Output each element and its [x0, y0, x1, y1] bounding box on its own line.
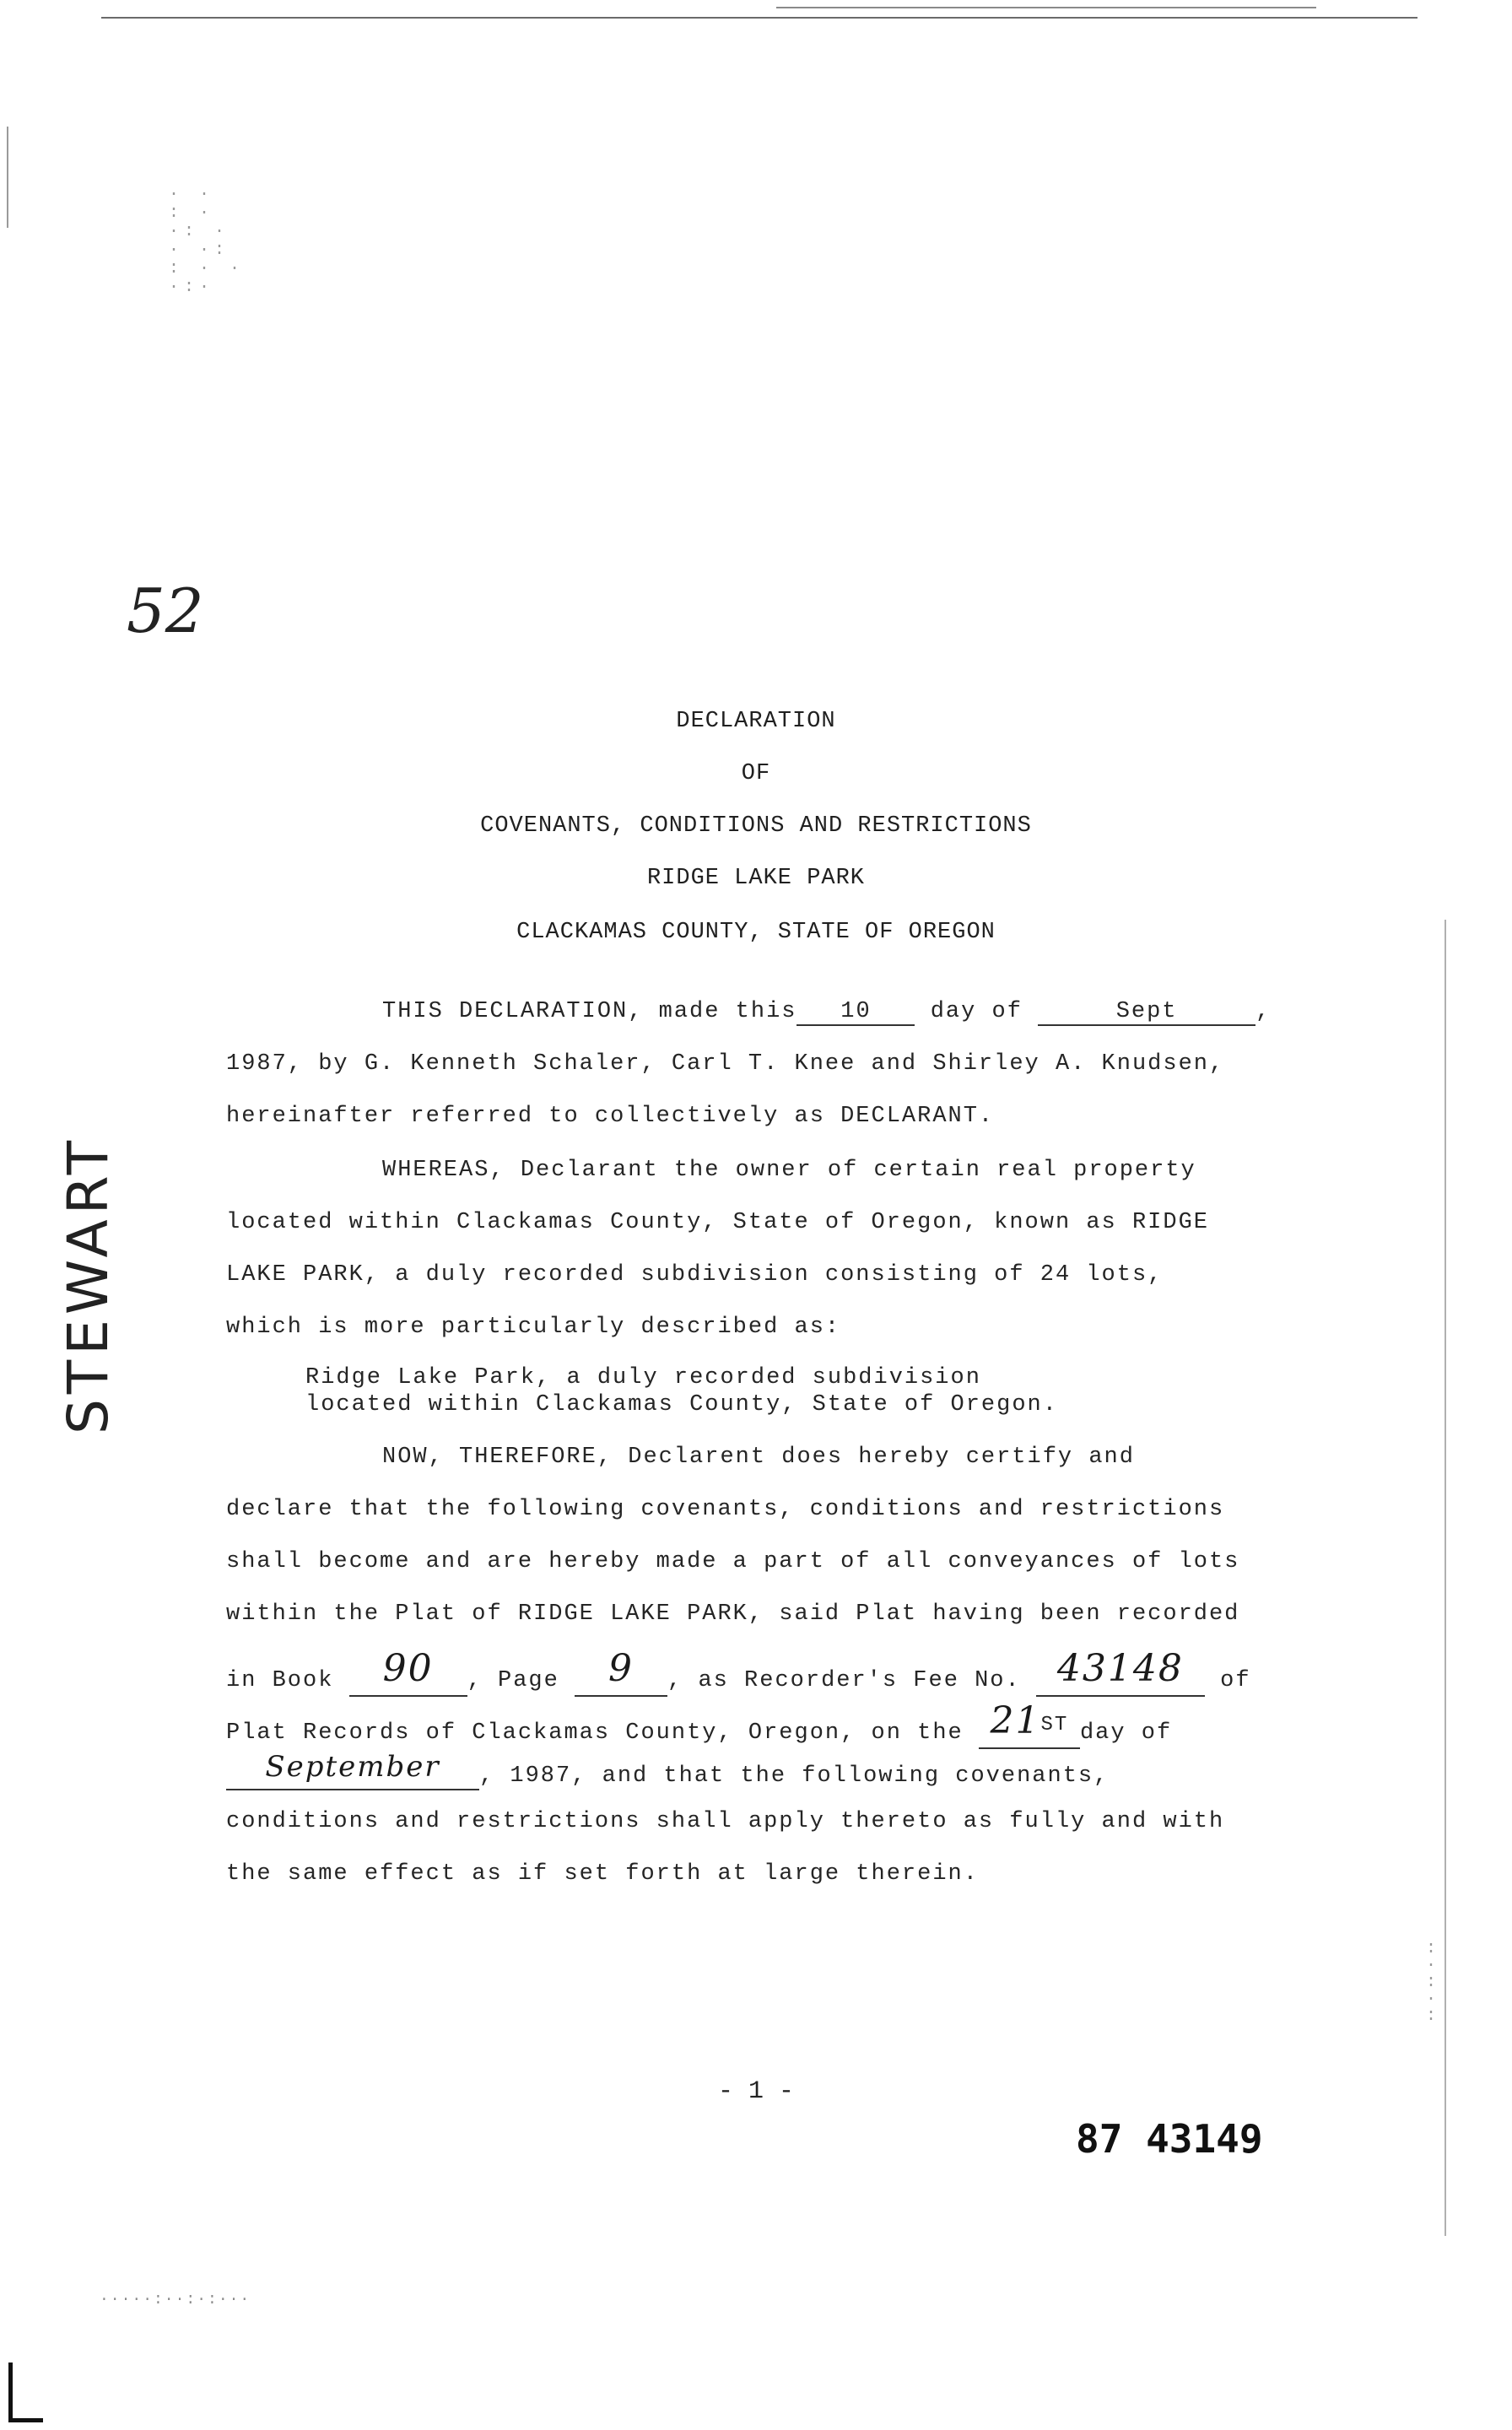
title-park-name: RIDGE LAKE PARK [646, 866, 866, 891]
margin-page-number: 52 [127, 575, 204, 646]
therefore-line-3: shall become and are hereby made a part of all conveyances of lots [226, 1549, 1240, 1574]
whereas-line-4: which is more particularly described as: [226, 1315, 841, 1340]
page-number-handwritten: 9 [608, 1647, 634, 1690]
scan-speckle-right: : · : · : [1426, 1939, 1442, 2026]
therefore-line-9: the same effect as if set forth at large therein. [226, 1861, 979, 1887]
whereas-quote-2: located within Clackamas County, State of Oregon. [305, 1392, 1058, 1418]
title-covenants: COVENANTS, CONDITIONS AND RESTRICTIONS [480, 813, 1032, 839]
book-number-handwritten: 90 [382, 1647, 434, 1690]
page-number: - 1 - [717, 2077, 794, 2106]
record-day-handwritten: 21 [990, 1699, 1041, 1742]
therefore-line-1: NOW, THEREFORE, Declarent does hereby certify and [382, 1444, 1135, 1470]
therefore-line-8: conditions and restrictions shall apply thereto as fully and with [226, 1809, 1225, 1834]
whereas-line-1: WHEREAS, Declarant the owner of certain real property [382, 1158, 1196, 1183]
therefore-line-7: September , 1987, and that the following covenants, [226, 1755, 1109, 1790]
therefore-line-2: declare that the following covenants, conditions and restrictions [226, 1497, 1225, 1522]
scan-left-edge [7, 127, 8, 228]
therefore-line-6: Plat Records of Clackamas County, Oregon, on the 21ST day of [226, 1704, 1172, 1749]
record-month-handwritten: September [265, 1750, 440, 1784]
whereas-line-3: LAKE PARK, a duly recorded subdivision consisting of 24 lots, [226, 1262, 1164, 1288]
intro-line-3: hereinafter referred to collectively as DECLARANT. [226, 1104, 995, 1129]
intro-line-1: THIS DECLARATION, made this 10 day of Sept , [382, 999, 1272, 1024]
recorder-number: 87 43149 [1076, 2116, 1263, 2162]
scan-speckle-upper: · · : · ·: · · ·: : · · ·:· [169, 185, 246, 297]
intro-line-2: 1987, by G. Kenneth Schaler, Carl T. Knee and Shirley A. Knudsen, [226, 1051, 1225, 1077]
whereas-line-2: located within Clackamas County, State of Oregon, known as RIDGE [226, 1210, 1209, 1235]
scan-top-line-short [776, 7, 1316, 8]
scan-bottom-scratch: ·····:··:·:··· [100, 2292, 251, 2308]
therefore-line-4: within the Plat of RIDGE LAKE PARK, said Plat having been recorded [226, 1601, 1240, 1627]
fee-number-handwritten: 43148 [1056, 1647, 1184, 1690]
scan-right-edge [1444, 920, 1446, 2236]
day-field: 10 [796, 999, 915, 1026]
title-of: OF [741, 761, 771, 786]
scan-corner-mark [8, 2362, 43, 2422]
month-field: Sept [1038, 999, 1256, 1026]
title-declaration: DECLARATION [676, 709, 836, 734]
title-location: CLACKAMAS COUNTY, STATE OF OREGON [516, 920, 996, 945]
whereas-quote-1: Ridge Lake Park, a duly recorded subdivision [305, 1365, 981, 1390]
therefore-line-5: in Book 90 , Page 9 , as Recorder's Fee No. 43148 of [226, 1652, 1251, 1697]
margin-name-vertical: STEWART [56, 1135, 121, 1434]
scan-top-line [101, 17, 1418, 19]
